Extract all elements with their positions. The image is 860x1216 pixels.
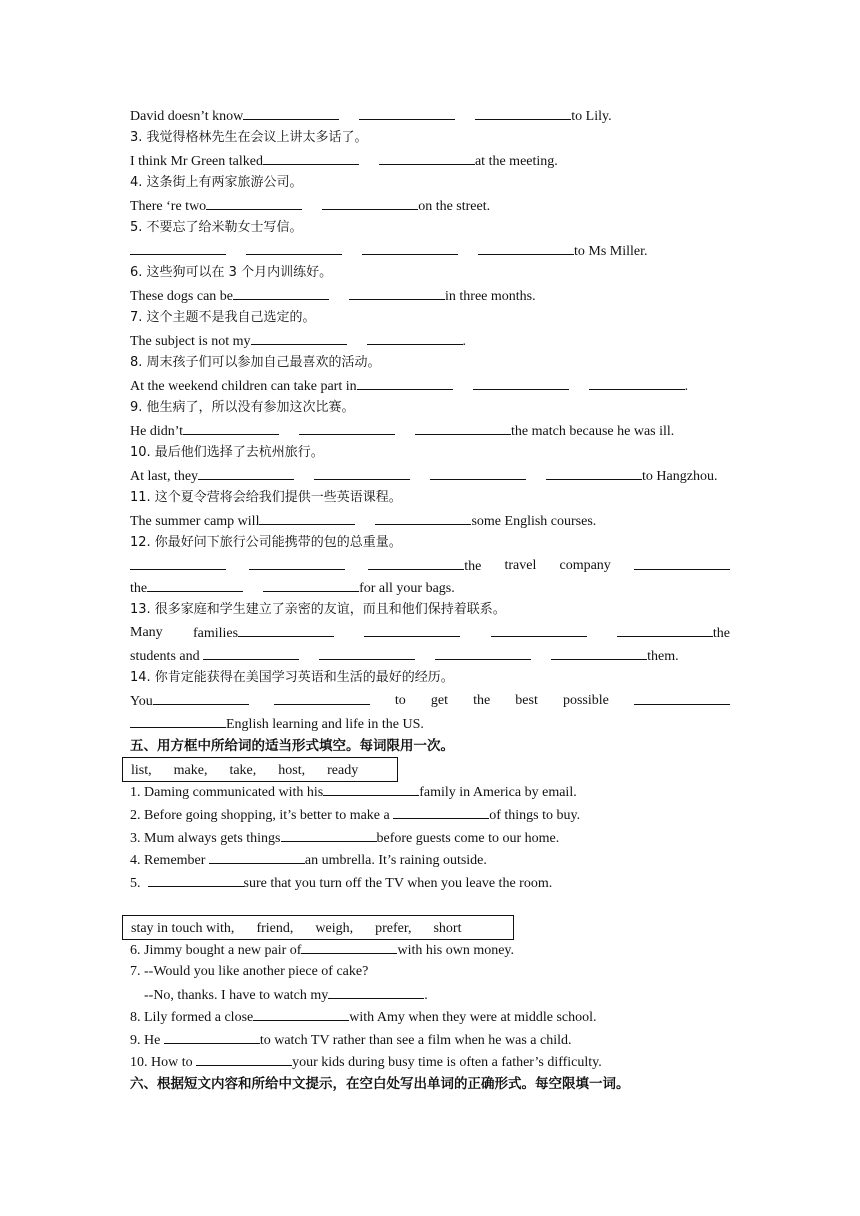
question-1: 1. Daming communicated with his family in America by email. <box>130 785 577 800</box>
answer-blank[interactable] <box>349 287 445 300</box>
box-word: make, <box>173 763 208 778</box>
answer-blank[interactable] <box>478 242 574 255</box>
answer-blank[interactable] <box>301 941 397 954</box>
sentence-13-english-line1: Many families the <box>130 625 730 641</box>
answer-blank[interactable] <box>328 986 424 999</box>
answer-blank[interactable] <box>274 692 370 705</box>
answer-blank[interactable] <box>203 647 299 660</box>
box-word: short <box>433 921 462 936</box>
answer-blank[interactable] <box>299 422 395 435</box>
sentence-14-chinese: 14. 你肯定能获得在美国学习英语和生活的最好的经历。 <box>130 670 454 685</box>
question-5: 5. sure that you turn off the TV when you leave the room. <box>130 876 553 891</box>
box-word: weigh, <box>315 921 354 936</box>
answer-blank[interactable] <box>314 467 410 480</box>
sentence-12-english-line1: the travel company <box>130 557 730 576</box>
question-2: 2. Before going shopping, it’s better to make a of things to buy. <box>130 808 581 823</box>
sentence-6-english: These dogs can be in three months. <box>130 289 536 304</box>
answer-blank[interactable] <box>430 467 526 480</box>
sentence-14-english-line1: You to get the best possible <box>130 692 730 711</box>
answer-blank[interactable] <box>206 197 302 210</box>
answer-blank[interactable] <box>164 1031 260 1044</box>
answer-blank[interactable] <box>153 692 249 705</box>
question-9: 9. He to watch TV rather than see a film when he was a child. <box>130 1033 572 1048</box>
answer-blank[interactable] <box>198 467 294 480</box>
answer-blank[interactable] <box>367 332 463 345</box>
box-word: take, <box>229 763 257 778</box>
question-7-line1: 7. --Would you like another piece of cake? <box>130 964 369 979</box>
answer-blank[interactable] <box>196 1053 292 1066</box>
answer-blank[interactable] <box>634 692 730 705</box>
answer-blank[interactable] <box>379 152 475 165</box>
answer-blank[interactable] <box>148 874 244 887</box>
answer-blank[interactable] <box>259 512 355 525</box>
sentence-12-chinese: 12. 你最好问下旅行公司能携带的包的总重量。 <box>130 535 402 550</box>
question-10: 10. How to your kids during busy time is often a father’s difficulty. <box>130 1055 602 1070</box>
answer-blank[interactable] <box>319 647 415 660</box>
answer-blank[interactable] <box>130 557 226 570</box>
box-word: host, <box>278 763 306 778</box>
answer-blank[interactable] <box>263 152 359 165</box>
answer-blank[interactable] <box>357 377 453 390</box>
answer-blank[interactable] <box>475 107 571 120</box>
answer-blank[interactable] <box>323 783 419 796</box>
answer-blank[interactable] <box>130 242 226 255</box>
answer-blank[interactable] <box>589 377 685 390</box>
question-7-line2: --No, thanks. I have to watch my . <box>144 988 428 1003</box>
question-8: 8. Lily formed a close with Amy when they were at middle school. <box>130 1010 597 1025</box>
answer-blank[interactable] <box>183 422 279 435</box>
sentence-5-chinese: 5. 不要忘了给米勒女士写信。 <box>130 220 303 235</box>
box-word: prefer, <box>375 921 412 936</box>
answer-blank[interactable] <box>546 467 642 480</box>
question-4: 4. Remember an umbrella. It’s raining outside. <box>130 853 487 868</box>
sentence-11-chinese: 11. 这个夏令营将会给我们提供一些英语课程。 <box>130 490 402 505</box>
section-5-heading: 五、用方框中所给词的适当形式填空。每词限用一次。 <box>130 738 454 754</box>
sentence-14-english-line2: English learning and life in the US. <box>130 715 730 734</box>
answer-blank[interactable] <box>393 806 489 819</box>
sentence-7-chinese: 7. 这个主题不是我自己选定的。 <box>130 310 316 325</box>
answer-blank[interactable] <box>249 557 345 570</box>
box-word: list, <box>131 763 152 778</box>
word-box-1 <box>122 757 398 782</box>
answer-blank[interactable] <box>634 557 730 570</box>
answer-blank[interactable] <box>263 579 359 592</box>
box-word: friend, <box>256 921 294 936</box>
answer-blank[interactable] <box>551 647 647 660</box>
sentence-13-chinese: 13. 很多家庭和学生建立了亲密的友谊，而且和他们保持着联系。 <box>130 602 506 617</box>
box-word: stay in touch with, <box>131 921 235 936</box>
answer-blank[interactable] <box>253 1008 349 1021</box>
section-6-heading: 六、根据短文内容和所给中文提示，在空白处写出单词的正确形式。每空限填一词。 <box>130 1076 630 1092</box>
answer-blank[interactable] <box>375 512 471 525</box>
sentence-13-english-line2: students and them. <box>130 649 679 664</box>
sentence-11-english: The summer camp will some English courses. <box>130 514 597 529</box>
sentence-8-english: At the weekend children can take part in . <box>130 379 689 394</box>
answer-blank[interactable] <box>238 624 334 637</box>
answer-blank[interactable] <box>359 107 455 120</box>
sentence-9-chinese: 9. 他生病了，所以没有参加这次比赛。 <box>130 400 355 415</box>
answer-blank[interactable] <box>473 377 569 390</box>
sentence-10-english: At last, they to Hangzhou. <box>130 469 718 484</box>
question-3: 3. Mum always gets things before guests come to our home. <box>130 831 560 846</box>
answer-blank[interactable] <box>233 287 329 300</box>
box-word: ready <box>327 763 359 778</box>
answer-blank[interactable] <box>246 242 342 255</box>
sentence-4-chinese: 4. 这条街上有两家旅游公司。 <box>130 175 303 190</box>
answer-blank[interactable] <box>130 715 226 728</box>
answer-blank[interactable] <box>209 851 305 864</box>
sentence-4-english: There ‘re two on the street. <box>130 199 491 214</box>
sentence-6-chinese: 6. 这些狗可以在 3 个月内训练好。 <box>130 265 333 280</box>
answer-blank[interactable] <box>368 557 464 570</box>
sentence-12-english-line2: the for all your bags. <box>130 581 455 596</box>
sentence-3-english: I think Mr Green talked at the meeting. <box>130 154 558 169</box>
sentence-2-english: David doesn’t know to Lily. <box>130 109 612 124</box>
answer-blank[interactable] <box>322 197 418 210</box>
answer-blank[interactable] <box>415 422 511 435</box>
sentence-3-chinese: 3. 我觉得格林先生在会议上讲太多话了。 <box>130 130 368 145</box>
answer-blank[interactable] <box>617 624 713 637</box>
sentence-10-chinese: 10. 最后他们选择了去杭州旅行。 <box>130 445 324 460</box>
answer-blank[interactable] <box>243 107 339 120</box>
sentence-5-english: to Ms Miller. <box>130 242 730 261</box>
answer-blank[interactable] <box>281 829 377 842</box>
answer-blank[interactable] <box>147 579 243 592</box>
word-box-2 <box>122 915 514 940</box>
answer-blank[interactable] <box>364 624 460 637</box>
answer-blank[interactable] <box>491 624 587 637</box>
answer-blank[interactable] <box>251 332 347 345</box>
question-6: 6. Jimmy bought a new pair of with his own money. <box>130 943 515 958</box>
sentence-9-english: He didn’t the match because he was ill. <box>130 424 675 439</box>
sentence-8-chinese: 8. 周末孩子们可以参加自己最喜欢的活动。 <box>130 355 381 370</box>
sentence-7-english: The subject is not my . <box>130 334 467 349</box>
answer-blank[interactable] <box>362 242 458 255</box>
answer-blank[interactable] <box>435 647 531 660</box>
